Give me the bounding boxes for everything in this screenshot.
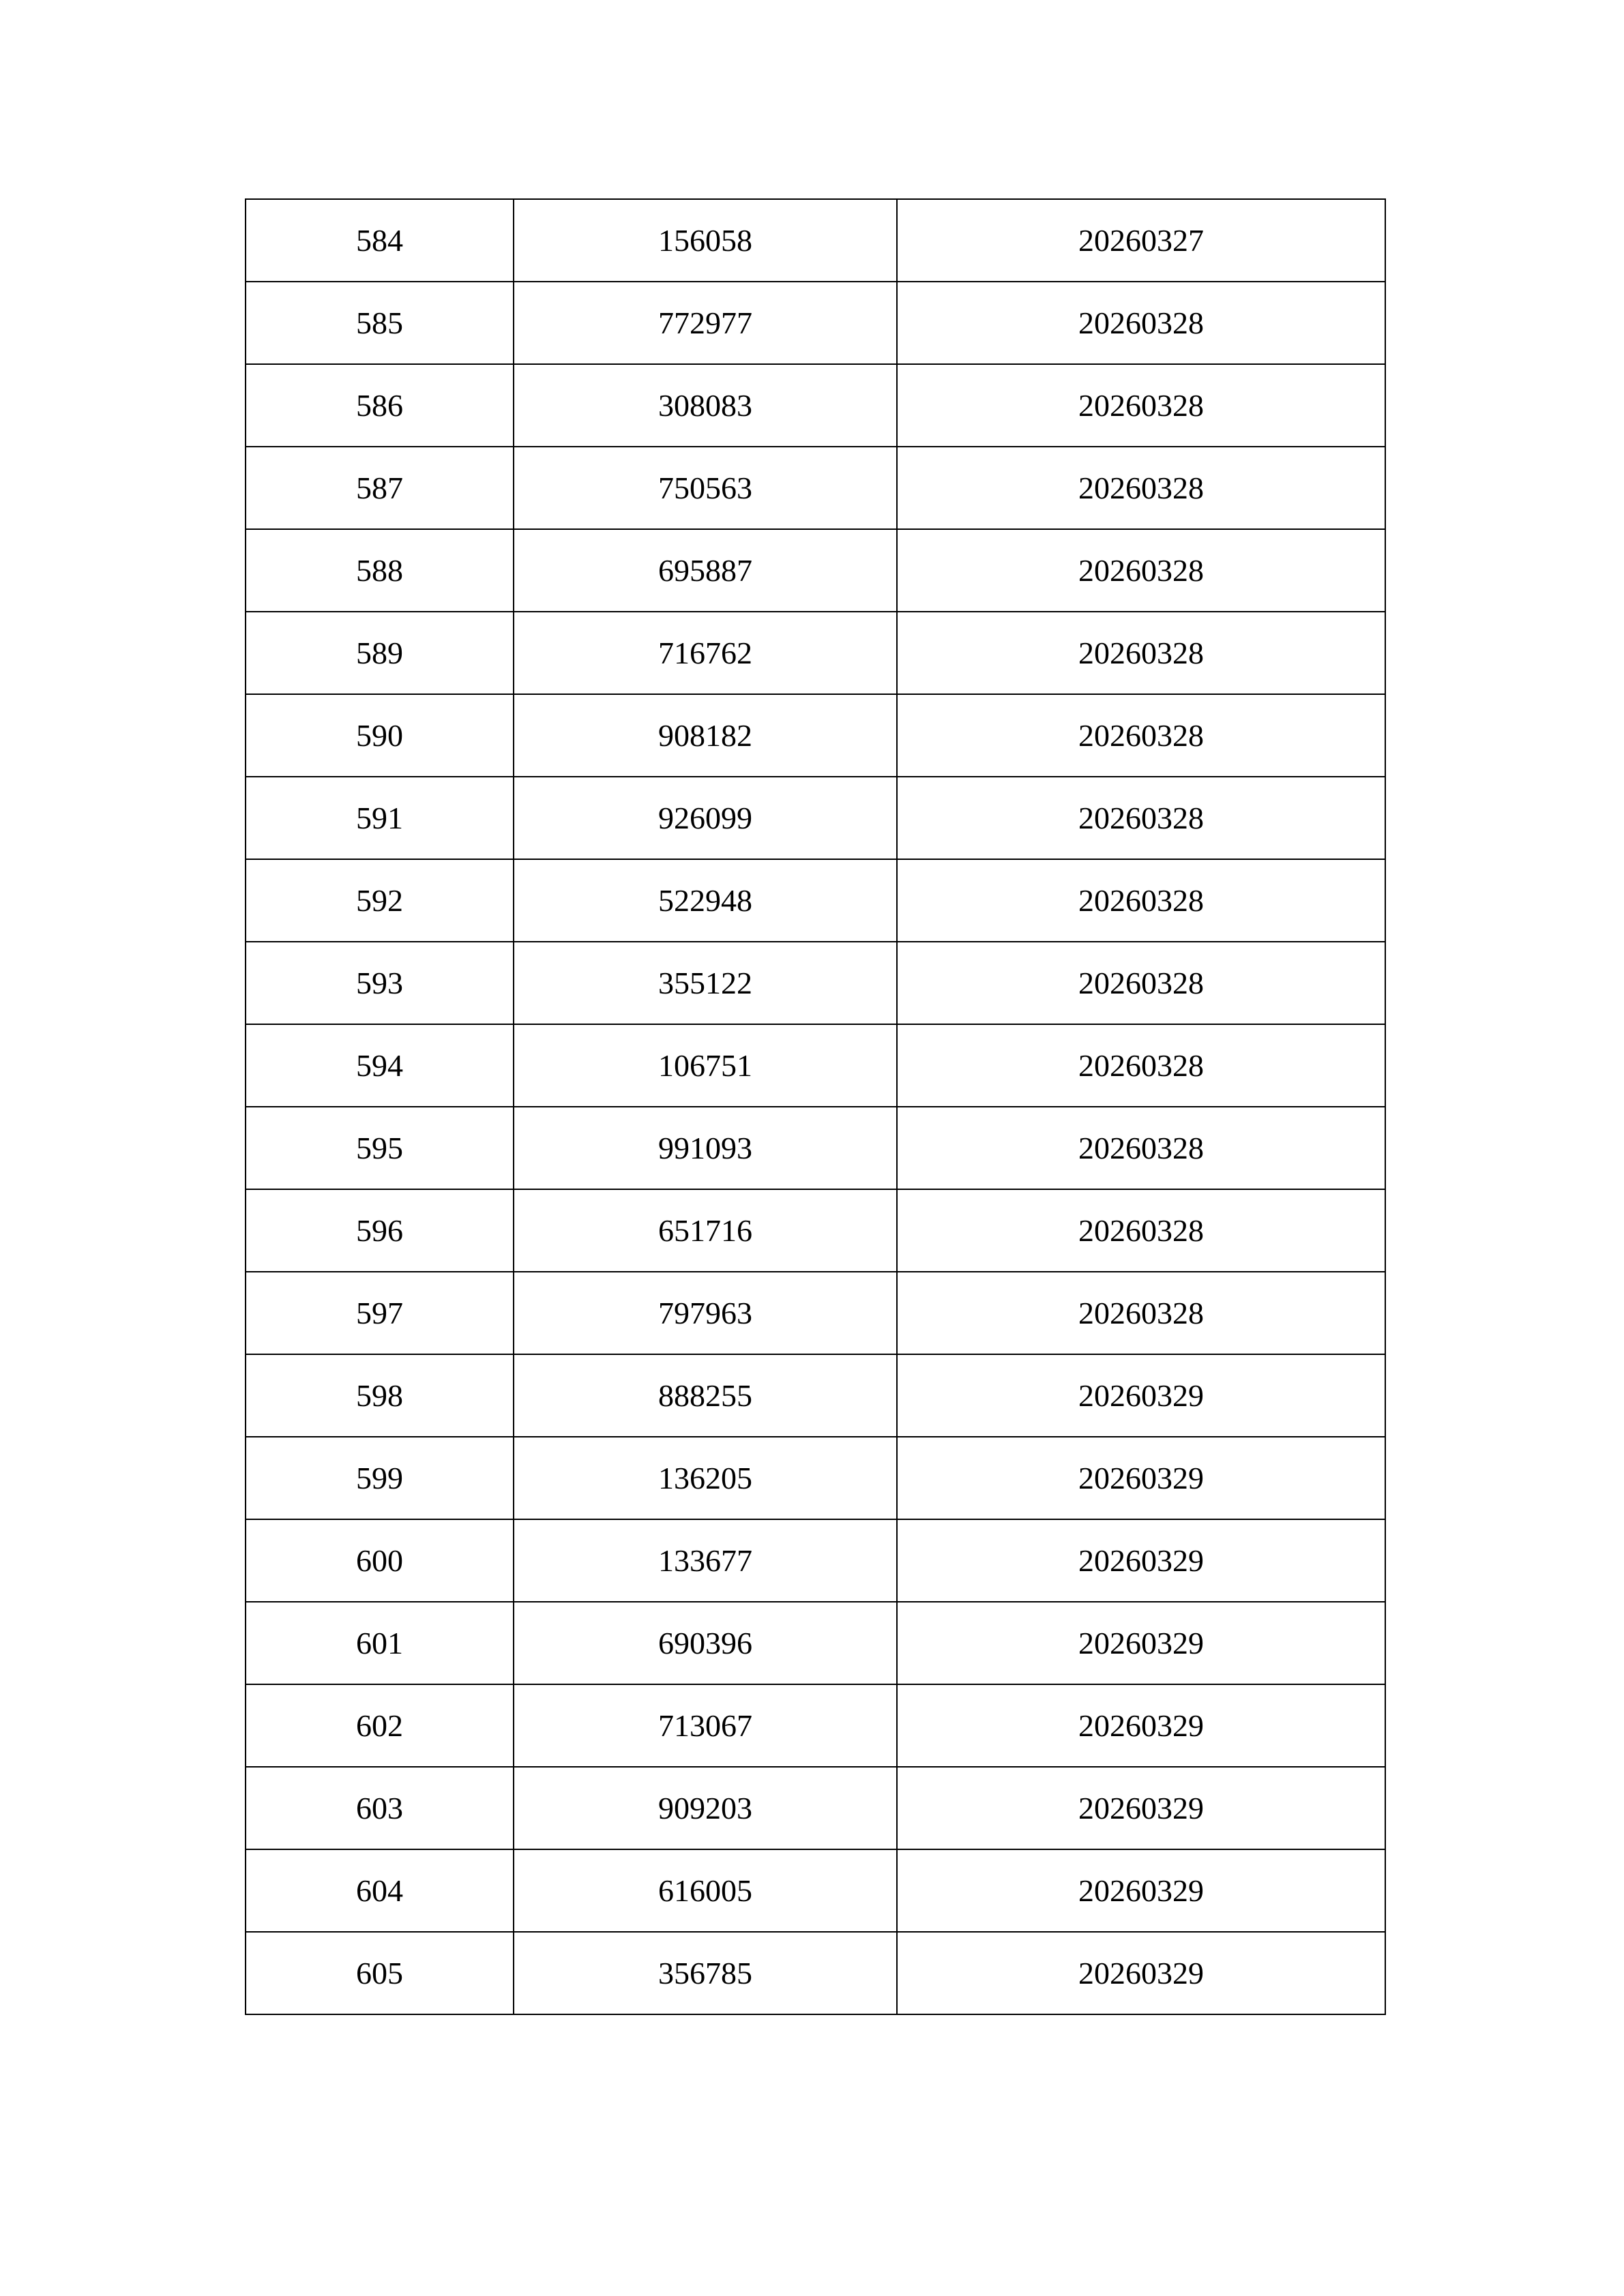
code-cell: 690396: [514, 1602, 897, 1684]
table-body: [246, 199, 1385, 2014]
date-cell: 20260329: [897, 1684, 1385, 1767]
code-cell: 106751: [514, 1024, 897, 1107]
code-cell: 355122: [514, 942, 897, 1024]
table-row: [246, 199, 1385, 282]
table-row: [246, 1024, 1385, 1107]
date-cell: 20260328: [897, 1272, 1385, 1354]
serial-number-cell: 590: [246, 694, 514, 777]
date-cell: 20260328: [897, 1189, 1385, 1272]
serial-number-cell: 602: [246, 1684, 514, 1767]
serial-number-cell: 592: [246, 859, 514, 942]
code-cell: 888255: [514, 1354, 897, 1437]
table-row: [246, 694, 1385, 777]
date-cell: 20260329: [897, 1767, 1385, 1849]
serial-number-cell: 588: [246, 529, 514, 612]
serial-number-cell: 589: [246, 612, 514, 694]
date-cell: 20260328: [897, 612, 1385, 694]
date-cell: 20260329: [897, 1437, 1385, 1519]
data-table: [245, 198, 1386, 2015]
code-cell: 991093: [514, 1107, 897, 1189]
table-row: [246, 859, 1385, 942]
serial-number-cell: 600: [246, 1519, 514, 1602]
code-cell: 797963: [514, 1272, 897, 1354]
date-cell: 20260328: [897, 447, 1385, 529]
serial-number-cell: 591: [246, 777, 514, 859]
date-cell: 20260328: [897, 859, 1385, 942]
table-row: [246, 1107, 1385, 1189]
serial-number-cell: 605: [246, 1932, 514, 2014]
date-cell: 20260328: [897, 942, 1385, 1024]
date-cell: 20260329: [897, 1519, 1385, 1602]
table-row: [246, 529, 1385, 612]
table-row: [246, 1519, 1385, 1602]
code-cell: 750563: [514, 447, 897, 529]
table-row: [246, 1602, 1385, 1684]
serial-number-cell: 593: [246, 942, 514, 1024]
serial-number-cell: 598: [246, 1354, 514, 1437]
code-cell: 713067: [514, 1684, 897, 1767]
date-cell: 20260328: [897, 777, 1385, 859]
serial-number-cell: 597: [246, 1272, 514, 1354]
date-cell: 20260328: [897, 364, 1385, 447]
code-cell: 651716: [514, 1189, 897, 1272]
serial-number-cell: 594: [246, 1024, 514, 1107]
table-row: [246, 612, 1385, 694]
code-cell: 522948: [514, 859, 897, 942]
date-cell: 20260329: [897, 1849, 1385, 1932]
code-cell: 156058: [514, 199, 897, 282]
code-cell: 926099: [514, 777, 897, 859]
date-cell: 20260329: [897, 1354, 1385, 1437]
table-row: [246, 777, 1385, 859]
table-row: [246, 1932, 1385, 2014]
code-cell: 772977: [514, 282, 897, 364]
date-cell: 20260328: [897, 529, 1385, 612]
code-cell: 133677: [514, 1519, 897, 1602]
date-cell: 20260328: [897, 282, 1385, 364]
serial-number-cell: 584: [246, 199, 514, 282]
code-cell: 716762: [514, 612, 897, 694]
table-row: [246, 1684, 1385, 1767]
table-row: [246, 1272, 1385, 1354]
date-cell: 20260328: [897, 1107, 1385, 1189]
table-row: [246, 447, 1385, 529]
table-row: [246, 364, 1385, 447]
serial-number-cell: 596: [246, 1189, 514, 1272]
serial-number-cell: 603: [246, 1767, 514, 1849]
date-cell: 20260329: [897, 1602, 1385, 1684]
code-cell: 909203: [514, 1767, 897, 1849]
table-row: [246, 1767, 1385, 1849]
code-cell: 136205: [514, 1437, 897, 1519]
table-row: [246, 1437, 1385, 1519]
serial-number-cell: 601: [246, 1602, 514, 1684]
code-cell: 695887: [514, 529, 897, 612]
table-row: [246, 282, 1385, 364]
code-cell: 616005: [514, 1849, 897, 1932]
serial-number-cell: 587: [246, 447, 514, 529]
serial-number-cell: 585: [246, 282, 514, 364]
date-cell: 20260329: [897, 1932, 1385, 2014]
date-cell: 20260328: [897, 1024, 1385, 1107]
serial-number-cell: 599: [246, 1437, 514, 1519]
code-cell: 356785: [514, 1932, 897, 2014]
table-row: [246, 1189, 1385, 1272]
table-row: [246, 1849, 1385, 1932]
code-cell: 308083: [514, 364, 897, 447]
serial-number-cell: 595: [246, 1107, 514, 1189]
date-cell: 20260327: [897, 199, 1385, 282]
serial-number-cell: 586: [246, 364, 514, 447]
table-row: [246, 942, 1385, 1024]
code-cell: 908182: [514, 694, 897, 777]
table-row: [246, 1354, 1385, 1437]
date-cell: 20260328: [897, 694, 1385, 777]
serial-number-cell: 604: [246, 1849, 514, 1932]
